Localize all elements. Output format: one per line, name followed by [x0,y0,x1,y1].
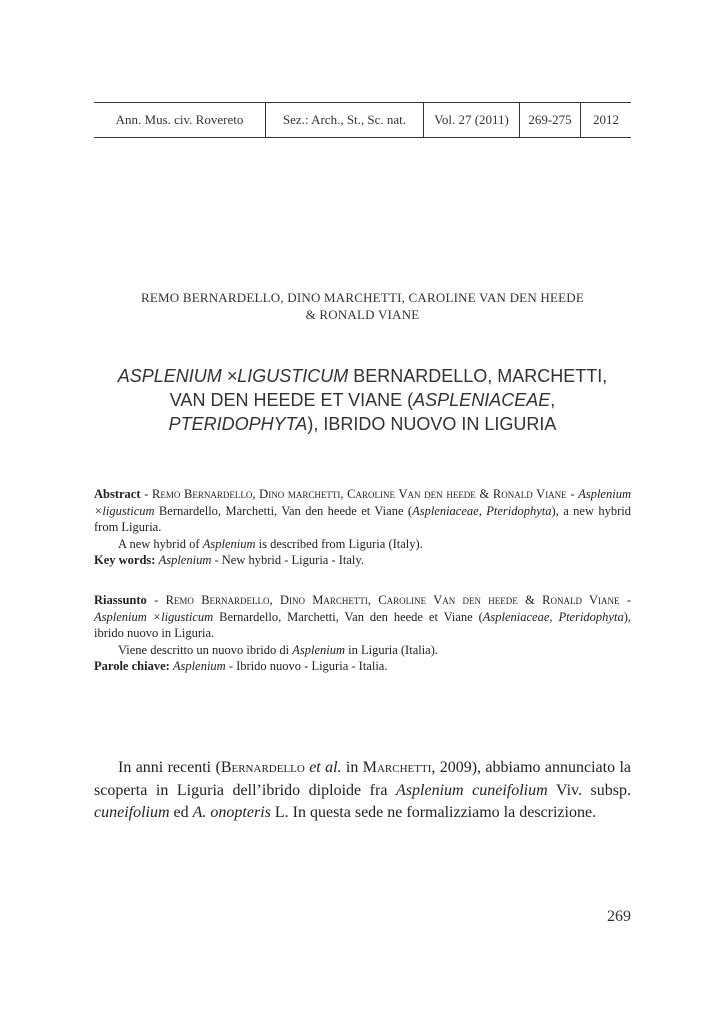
title-family: ASPLENIACEAE [413,390,551,410]
parole-chiave-label: Parole chiave: [94,659,170,673]
species-name: Asplenium cuneifolium [396,781,548,799]
riassunto-label: Riassunto [94,593,147,607]
separator: - [619,593,631,607]
riassunto-citation [94,592,631,642]
title-punct: , [550,390,556,410]
citation-author: Bernardello [220,759,305,776]
author-line-1: REMO BERNARDELLO, DINO MARCHETTI, CAROLINE VAN DEN HEEDE [141,290,584,305]
title-species: ASPLENIUM ×LIGUSTICUM [117,366,349,386]
riassunto-genus: Asplenium [292,642,345,657]
author-list [94,289,631,323]
separator: , [478,503,487,518]
abstract-block [94,486,631,569]
riassunto-species: Asplenium ×ligusticum [94,609,214,624]
title-authors-part: BERNARDELLO, MARCHETTI, [348,366,608,386]
riassunto-text: in Liguria (Italia). [345,642,439,657]
riassunto-text: Bernardello, Marchetti, Van den heede et Viane ( [213,609,483,624]
journal-name: Ann. Mus. civ. Rovereto [94,103,266,137]
key-words [94,552,631,569]
separator: - [146,593,166,607]
title-line-3 [94,412,631,436]
citation-author: Marchetti [362,759,432,776]
species-name: A. onopteris [192,804,271,821]
author-line-2: & RONALD VIANE [305,307,420,322]
title-line-2 [94,388,631,412]
body-run: In anni recenti ( [118,759,221,776]
body-run: Viv. subsp. [547,781,631,799]
key-words-label: Key words: [94,553,156,567]
body-paragraph [94,757,631,825]
paper-title [94,364,631,436]
abstract-text: is described from Liguria (Italy). [255,536,423,551]
separator: - [566,487,579,501]
abstract-species: Asplenium ×ligusticum [94,487,631,518]
abstract-text: Bernardello, Marchetti, Van den heede et Viane ( [154,503,413,518]
parole-chiave-genus: Asplenium [172,659,226,673]
abstract-text: ), a new hybrid from Liguria. [94,503,632,534]
journal-section: Sez.: Arch., St., Sc. nat. [266,103,424,137]
riassunto-authors: Remo Bernardello, Dino Marchetti, Caroline Van den heede & Ronald Viane [165,593,620,607]
title-ending: ), IBRIDO NUOVO IN LIGURIA [307,414,557,434]
abstract-genus: Asplenium [202,536,256,551]
riassunto-description [94,642,631,659]
riassunto-division: Pteridophyta [558,609,624,624]
subspecies-name: cuneifolium [94,804,170,821]
journal-volume: Vol. 27 (2011) [424,103,520,137]
abstract-division: Pteridophyta [486,503,552,518]
key-words-genus: Asplenium [158,553,212,567]
abstract-description [94,536,631,553]
body-run: L. In questa sede ne formalizziamo la descrizione. [270,804,597,821]
riassunto-text: ), ibrido nuovo in Liguria. [94,609,631,640]
page-range: 269-275 [520,103,581,137]
abstract-citation [94,486,631,536]
body-run: ed [169,804,193,821]
page-number: 269 [607,908,631,925]
parole-chiave [94,658,631,675]
riassunto-text: Viene descritto un nuovo ibrido di [118,642,293,657]
body-run: , 2009), abbiamo annunciato la scoperta in Liguria dell’ibrido diploide fra [94,759,631,799]
abstract-authors: Remo Bernardello, Dino marchetti, Caroline Van den heede & Ronald Viane [152,487,567,501]
separator: - [140,487,153,501]
abstract-family: Aspleniaceae [412,503,479,518]
citation-etal: et al. [304,759,342,776]
key-words-text: - New hybrid - Liguria - Italy. [211,553,364,567]
abstract-label: Abstract [94,487,141,501]
riassunto-family: Aspleniaceae [482,609,550,624]
riassunto-block [94,592,631,675]
journal-header-table [94,102,631,138]
title-line-1 [94,364,631,388]
title-division: PTERIDOPHYTA [168,414,308,434]
publication-year: 2012 [593,112,619,127]
separator: , [549,609,559,624]
parole-chiave-text: - Ibrido nuovo - Liguria - Italia. [225,659,388,673]
abstract-text: A new hybrid of [118,536,203,551]
body-text [94,757,631,825]
body-run: in [341,759,363,776]
title-authors-part2: VAN DEN HEEDE ET VIANE ( [169,390,414,410]
